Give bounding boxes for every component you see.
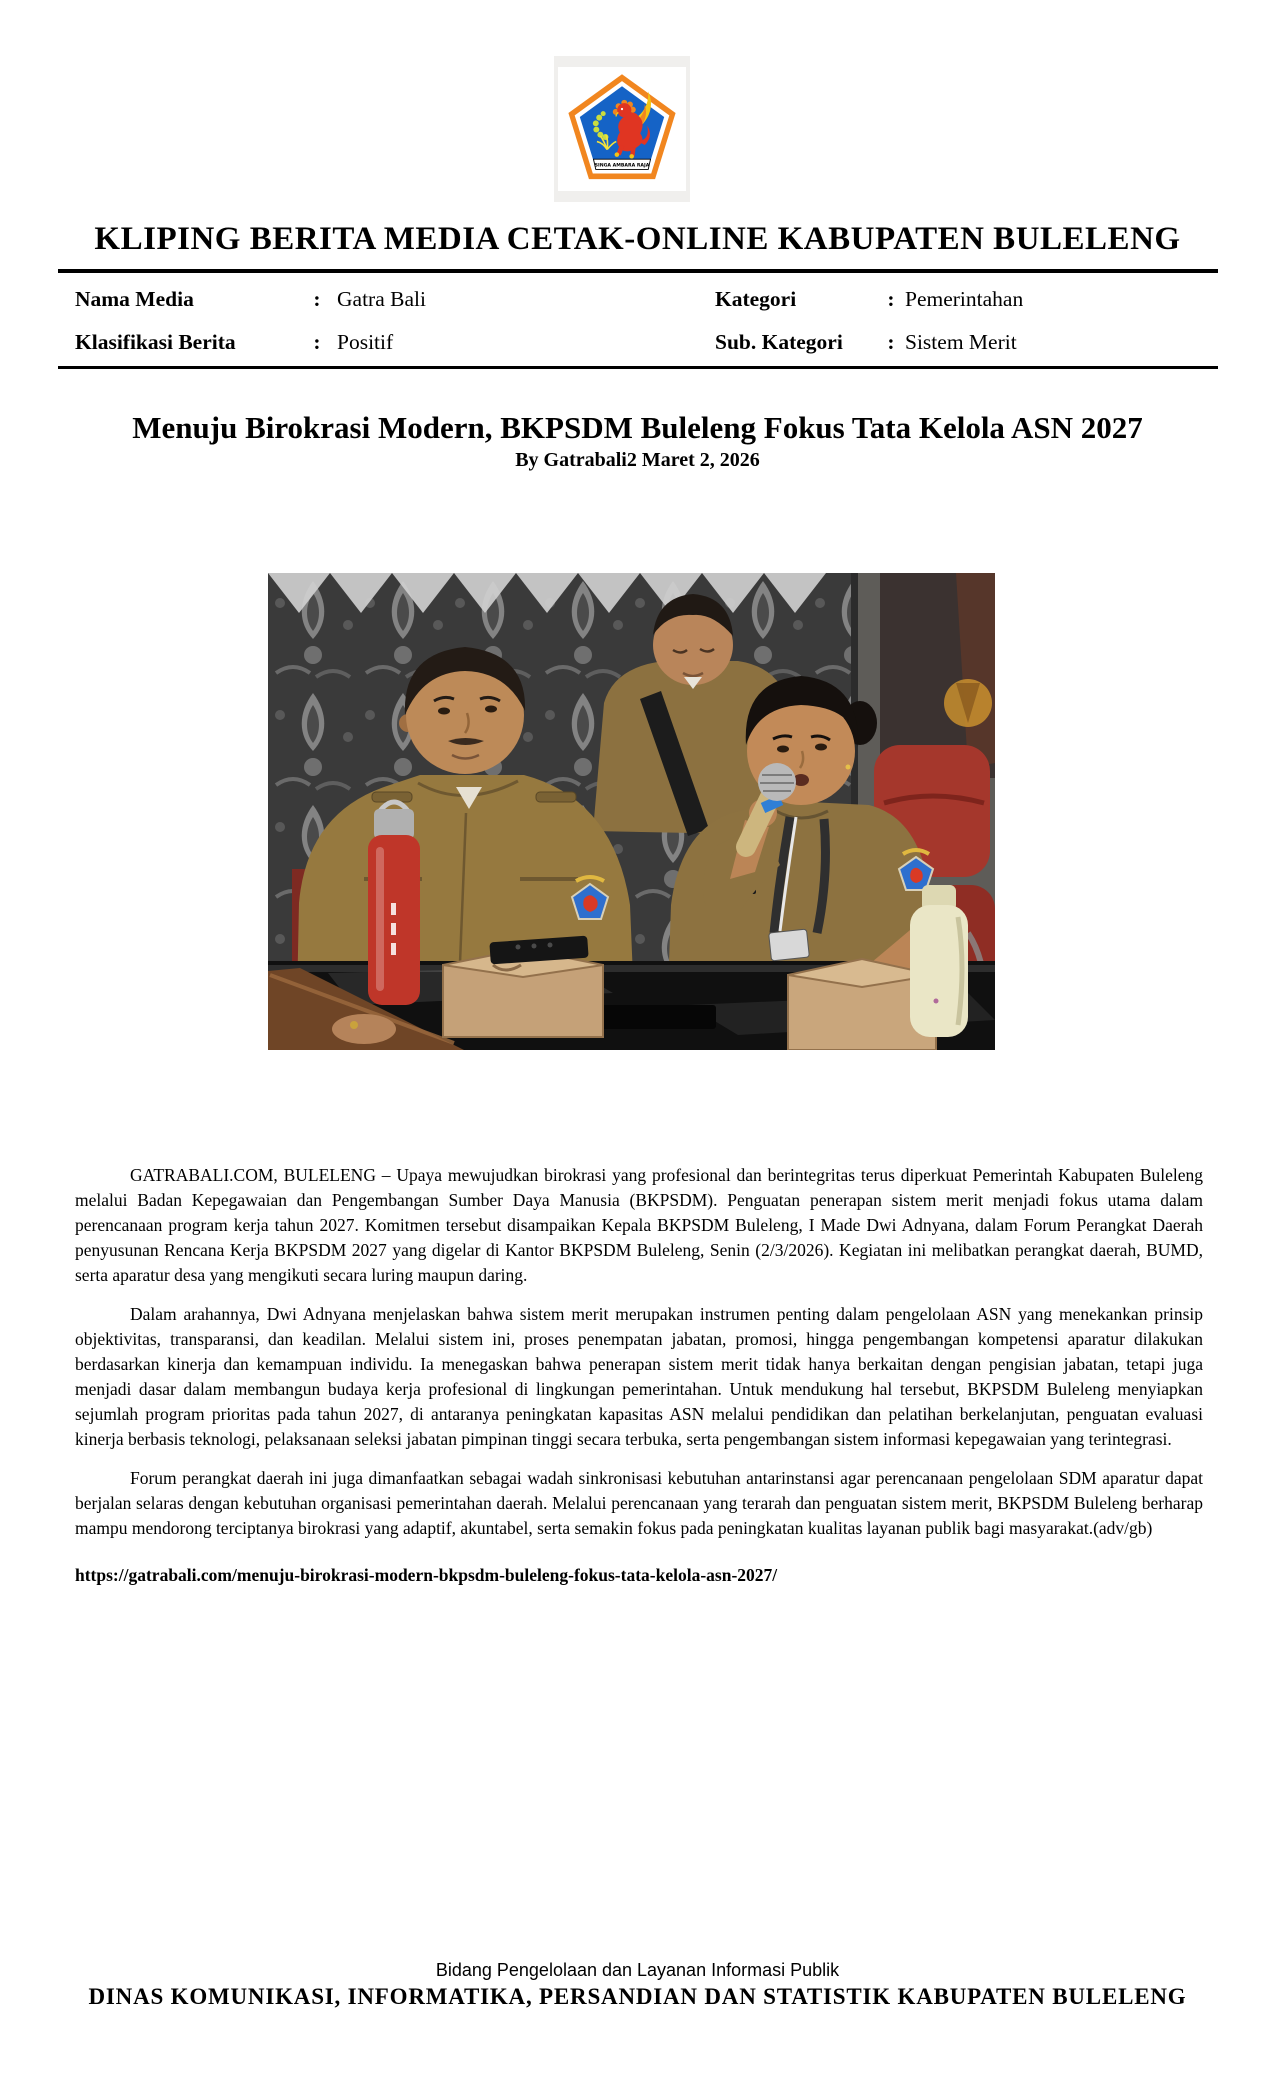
- buleleng-crest-logo: [554, 56, 690, 202]
- meta-row-klasifikasi: [75, 327, 715, 357]
- meta-value-klasifikasi: Positif: [337, 330, 394, 354]
- meta-label-sub-kategori: Sub. Kategori: [715, 330, 843, 354]
- meta-value-sub-kategori: Sistem Merit: [905, 330, 1017, 354]
- footer-division: Bidang Pengelolaan dan Layanan Informasi Publik: [435, 1960, 840, 1980]
- media-info-table: [75, 284, 1215, 357]
- article-paragraph-1: GATRABALI.COM, BULELENG – Upaya mewujudkan birokrasi yang profesional dan berintegritas terus diperkuat Pemerintah Kabupaten Buleleng melalui Badan Kepegawaian dan Pengembangan Sumber Daya Manusia (BKPSDM). Penguatan penerapan sistem merit menjadi fokus utama dalam perencanaan program kerja tahun 2027. Komitmen tersebut disampaikan Kepala BKPSDM Buleleng, I Made Dwi Adnyana, dalam Forum Perangkat Daerah penyusunan Rencana Kerja BKPSDM 2027 yang digelar di Kantor BKPSDM Buleleng, Senin (2/3/2026). Kegiatan ini melibatkan perangkat daerah, BUMD, serta aparatur desa yang mengikuti secara luring maupun daring.: [75, 1165, 1203, 1285]
- article-title: Menuju Birokrasi Modern, BKPSDM Buleleng Fokus Tata Kelola ASN 2027: [132, 410, 1143, 445]
- article-paragraph-3: Forum perangkat daerah ini juga dimanfaatkan sebagai wadah sinkronisasi kebutuhan antarinstansi agar perencanaan pengelolaan SDM aparatur dapat berjalan selaras dengan kebutuhan organisasi pemerintahan daerah. Melalui perencanaan yang terarah dan penguatan sistem merit, BKPSDM Buleleng berharap mampu mendorong terciptanya birokrasi yang adaptif, akuntabel, serta semakin fokus pada peningkatan kualitas layanan publik bagi masyarakat.(adv/gb): [75, 1468, 1203, 1538]
- top-rule-divider: [58, 269, 1218, 273]
- article-body: [75, 1163, 1203, 1588]
- red-bottle: [368, 802, 420, 1005]
- table-rule-divider: [58, 366, 1218, 369]
- meta-colon: :: [887, 330, 895, 354]
- meta-row-kategori: [715, 284, 1215, 314]
- meta-colon: :: [313, 330, 321, 354]
- page-title: KLIPING BERITA MEDIA CETAK-ONLINE KABUPATEN BULELENG: [94, 221, 1181, 257]
- singa-ambara-raja-emblem-icon: [565, 72, 679, 186]
- article-photo: [268, 573, 995, 1050]
- hand-with-ring: [332, 1014, 396, 1044]
- meta-value-kategori: Pemerintahan: [905, 287, 1024, 311]
- meta-label-kategori: Kategori: [715, 287, 797, 311]
- article-source-url-link[interactable]: https://gatrabali.com/menuju-birokrasi-modern-bkpsdm-buleleng-fokus-tata-kelola-asn-2027/: [75, 1565, 778, 1585]
- footer-agency: DINAS KOMUNIKASI, INFORMATIKA, PERSANDIAN DAN STATISTIK KABUPATEN BULELENG: [88, 1984, 1187, 2009]
- meta-label-klasifikasi: Klasifikasi Berita: [75, 330, 236, 354]
- logo-banner-text: SINGA AMBARA RAJA: [594, 163, 650, 169]
- logo-background: [558, 67, 686, 191]
- meta-value-nama-media: Gatra Bali: [337, 287, 426, 311]
- meta-colon: :: [313, 287, 321, 311]
- meta-label-nama-media: Nama Media: [75, 287, 194, 311]
- meta-colon: :: [887, 287, 895, 311]
- meta-row-sub-kategori: [715, 327, 1215, 357]
- article-byline: By Gatrabali2 Maret 2, 2026: [515, 449, 760, 471]
- document-footer: [0, 1958, 1275, 2012]
- meta-row-nama-media: [75, 284, 715, 314]
- article-paragraph-2: Dalam arahannya, Dwi Adnyana menjelaskan bahwa sistem merit merupakan instrumen penting dalam pengelolaan ASN yang menekankan prinsip objektivitas, transparansi, dan keadilan. Melalui sistem ini, proses penempatan jabatan, promosi, hingga pengembangan kompetensi aparatur dilakukan berdasarkan kinerja dan kemampuan individu. Ia menegaskan bahwa penerapan sistem merit tidak hanya berkaitan dengan pengisian jabatan, tetapi juga menjadi dasar dalam membangun budaya kerja profesional di lingkungan pemerintahan. Untuk mendukung hal tersebut, BKPSDM Buleleng menyiapkan sejumlah program prioritas pada tahun 2027, di antaranya peningkatan kapasitas ASN melalui pendidikan dan pelatihan berkelanjutan, penguatan evaluasi kinerja berbasis teknologi, pelaksanaan seleksi jabatan pimpinan tinggi secara terbuka, serta pengembangan sistem informasi kepegawaian yang terintegrasi.: [75, 1304, 1203, 1449]
- article-photo-scene: [268, 573, 995, 1050]
